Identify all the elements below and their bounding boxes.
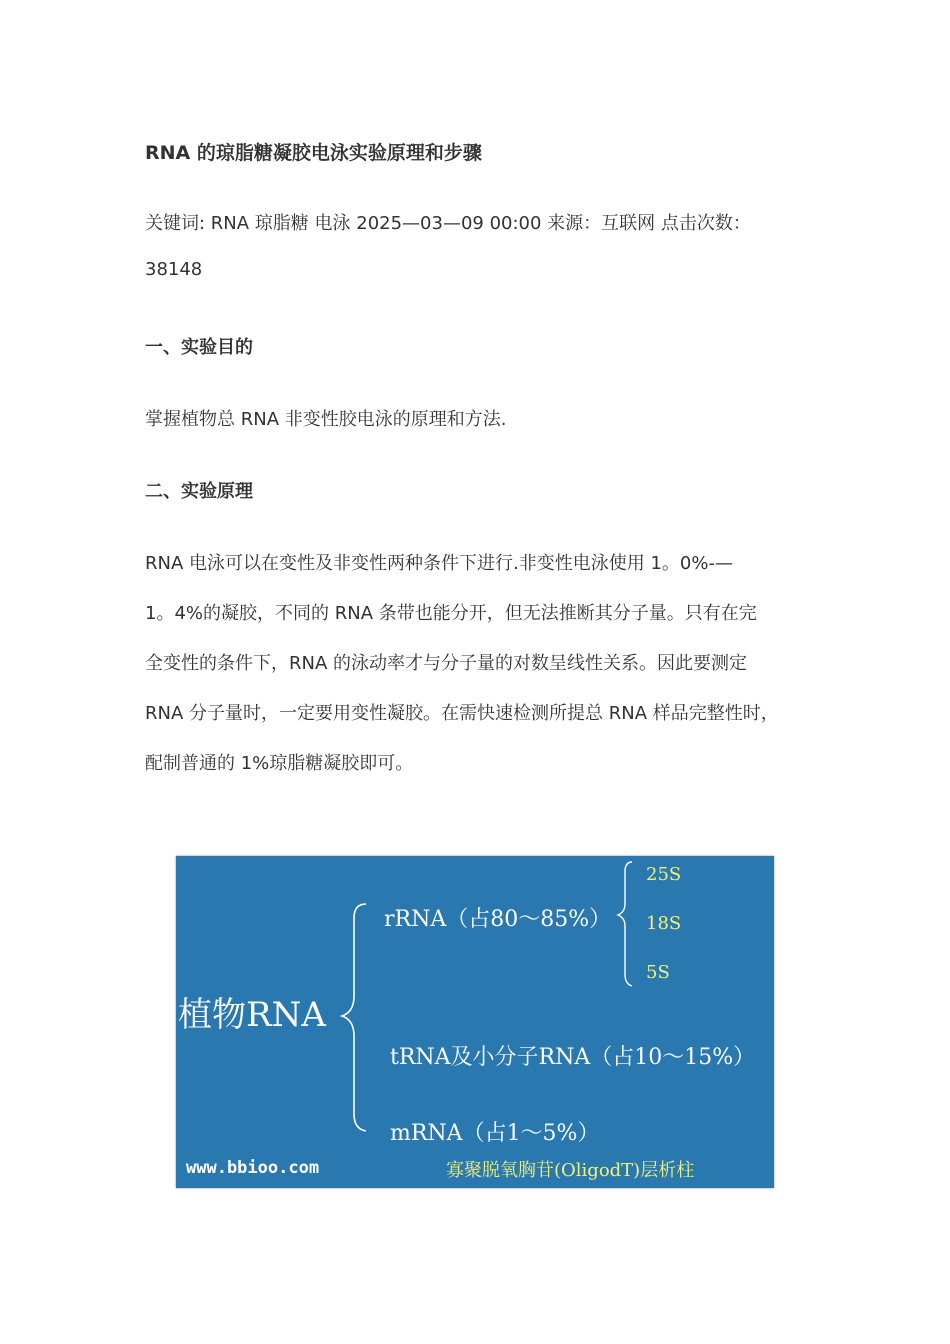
- rrna-sub-5s: 5S: [646, 962, 670, 983]
- principle-line-1: RNA 电泳可以在变性及非变性两种条件下进行.非变性电泳使用 1。0%-—: [145, 553, 733, 574]
- root-label: 植物RNA: [178, 995, 326, 1035]
- article-meta: 关键词: RNA 琼脂糖 电泳 2025—03—09 00:00 来源：互联网 点击次数：: [145, 213, 751, 234]
- section-heading-purpose: 一、实验目的: [145, 337, 253, 358]
- section-heading-principle: 二、实验原理: [145, 481, 253, 502]
- trna-label: tRNA及小分子RNA（占10～15%）: [390, 1045, 756, 1070]
- figure-diagram: [176, 856, 774, 1188]
- watermark: www.bbioo.com: [186, 1158, 320, 1178]
- rrna-sub-25s: 25S: [646, 864, 682, 885]
- figure-caption: 寡聚脱氧胸苷(OligodT)层析柱: [446, 1160, 695, 1181]
- rrna-sub-18s: 18S: [646, 913, 682, 934]
- principle-line-4: RNA 分子量时，一定要用变性凝胶。在需快速检测所提总 RNA 样品完整性时，: [145, 703, 779, 724]
- main-brace: [342, 904, 366, 1131]
- section-purpose-text: 掌握植物总 RNA 非变性胶电泳的原理和方法.: [145, 409, 507, 430]
- mrna-label: mRNA（占1～5%）: [390, 1121, 600, 1146]
- principle-line-3: 全变性的条件下，RNA 的泳动率才与分子量的对数呈线性关系。因此要测定: [145, 653, 748, 674]
- rrna-label: rRNA（占80～85%）: [384, 907, 612, 932]
- article-title: RNA 的琼脂糖凝胶电泳实验原理和步骤: [145, 142, 482, 164]
- click-count: 38148: [145, 259, 203, 280]
- principle-line-5: 配制普通的 1%琼脂糖凝胶即可。: [145, 753, 414, 774]
- rna-classification-figure: [176, 856, 774, 1188]
- principle-line-2: 1。4%的凝胶，不同的 RNA 条带也能分开，但无法推断其分子量。只有在完: [145, 603, 757, 624]
- rrna-brace: [618, 862, 632, 986]
